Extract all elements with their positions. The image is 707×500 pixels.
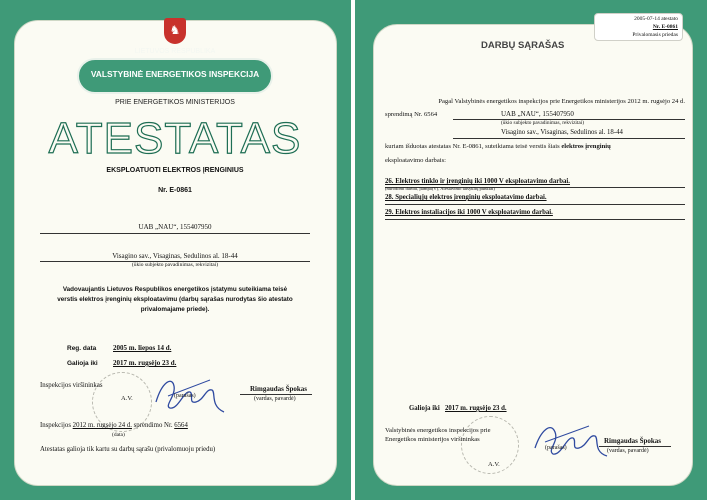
intro-line-3	[385, 143, 685, 150]
ministry-label: PRIE ENERGETIKOS MINISTERIJOS	[115, 99, 235, 106]
work-item-26: 26. Elektros tinklo ir įrenginių iki 1000 V eksploatavimo darbai.	[385, 178, 570, 185]
annex-name-caption: (vardas, pavardė)	[607, 448, 649, 454]
address-caption: (ūkio subjekto pavadinimas, rekvizitai)	[131, 262, 219, 268]
intro-line-4: eksploatavimo darbais:	[385, 157, 446, 164]
work-list-sheet	[355, 0, 707, 500]
inspection-name: VALSTYBINĖ ENERGETIKOS INSPEKCIJA	[90, 69, 260, 79]
valid-until-label: Galioja iki	[67, 360, 98, 367]
stamp-number: Nr. E-0861	[652, 24, 678, 30]
decision-mid: sprendimo Nr.	[133, 422, 173, 429]
annex-stamp	[594, 13, 683, 41]
republic-label: LIETUVOS RESPUBLIKA	[134, 48, 216, 55]
reg-date-label: Reg. data	[67, 345, 97, 352]
annex-head-line-2: Energetikos ministerijos viršininkas	[385, 436, 480, 443]
signature-caption: (parašas)	[174, 393, 196, 399]
company-address: Visagino sav., Visaginas, Sedulinos al. 18-44	[112, 252, 238, 260]
certificate-footer: Atestatas galioja tik kartu su darbų sąrašu (privalomuoju priedu)	[40, 446, 216, 453]
name-caption: (vardas, pavardė)	[254, 396, 296, 402]
coat-of-arms-icon: ♞	[164, 18, 186, 44]
annex-head-name: Rimgaudas Špokas	[604, 437, 661, 445]
company-name: UAB „NAU“, 155407950	[138, 223, 212, 231]
annex-seal-av: A.V.	[488, 461, 500, 468]
signature-icon	[531, 416, 611, 460]
seal-av: A.V.	[121, 395, 133, 402]
annex-signature-caption: (parašas)	[545, 445, 567, 451]
certificate-title: ATESTATAS	[48, 114, 302, 163]
decision-line	[40, 422, 188, 429]
decision-prefix: Inspekcijos	[40, 422, 71, 429]
intro-text: kuriam išduotas atestatas Nr. E-0861, suteikiama teisė verstis šiais	[385, 143, 560, 150]
body-line-3: privalomajame priede).	[140, 306, 210, 313]
certificate-front	[0, 0, 351, 500]
body-line-2: verstis elektros įrenginių eksploatavimu (darbų sąrašas nurodytas šio atestato	[57, 296, 293, 303]
certificate-body	[44, 285, 306, 315]
company-underline	[40, 233, 310, 234]
intro-line-1: Pagal Valstybinės energetikos inspekcijos prie Energetikos ministerijos 2012 m. rugsėjo 24 d.	[438, 98, 685, 105]
decision-number: 6564	[174, 422, 188, 429]
certificate-number: Nr. E-0861	[158, 187, 192, 194]
annex-head-line-1: Valstybinės energetikos inspekcijos prie	[385, 427, 491, 434]
stamp-label: Privalomasis priedas	[632, 32, 678, 38]
intro-bold: elektros įrenginių	[561, 143, 611, 150]
work-item-29-rule	[385, 219, 685, 220]
reg-date-value: 2005 m. liepos 14 d.	[113, 344, 172, 352]
certificate-subtitle: EKSPLOATUOTI ELEKTROS ĮRENGINIUS	[106, 167, 244, 174]
annex-address: Visagino sav., Visaginas, Sedulinos al. 18-44	[501, 129, 623, 136]
work-item-28: 28. Specialiųjų elektros įrenginių eksploatavimo darbai.	[385, 194, 547, 201]
annex-address-underline	[453, 138, 685, 139]
body-line-1: Vadovaujantis Lietuvos Respublikos energetikos įstatymu suteikiama teisė	[62, 286, 288, 293]
work-item-29: 29. Elektros instaliacijos iki 1000 V eksploatavimo darbai.	[385, 209, 553, 216]
intro-decision: sprendimą Nr. 6564	[385, 111, 438, 118]
annex-valid-value: 2017 m. rugsėjo 23 d.	[445, 405, 507, 412]
work-item-28-rule	[385, 204, 685, 205]
head-name: Rimgaudas Špokas	[250, 385, 307, 393]
work-item-26-caption: (nurodomi darbai, įtampa(V), Atestavimo taisyklių punktai)	[385, 186, 495, 191]
annex-company-caption: (ūkio subjekto pavadinimas, rekvizitai)	[501, 120, 584, 126]
head-title: Inspekcijos viršininkas	[40, 382, 103, 389]
annex-valid-label: Galioja iki	[409, 405, 440, 412]
stamp-date: 2005-07-14 atestato	[634, 16, 678, 22]
valid-until-value: 2017 m. rugsėjo 23 d.	[113, 359, 177, 367]
annex-company: UAB „NAU“, 155407950	[501, 110, 574, 118]
head-name-underline	[240, 394, 312, 395]
decision-caption: (data)	[112, 432, 125, 438]
annex-head-name-underline	[599, 446, 671, 447]
decision-date: 2012 m. rugsėjo 24 d.	[72, 422, 132, 429]
work-list-title: DARBŲ SĄRAŠAS	[481, 40, 565, 51]
